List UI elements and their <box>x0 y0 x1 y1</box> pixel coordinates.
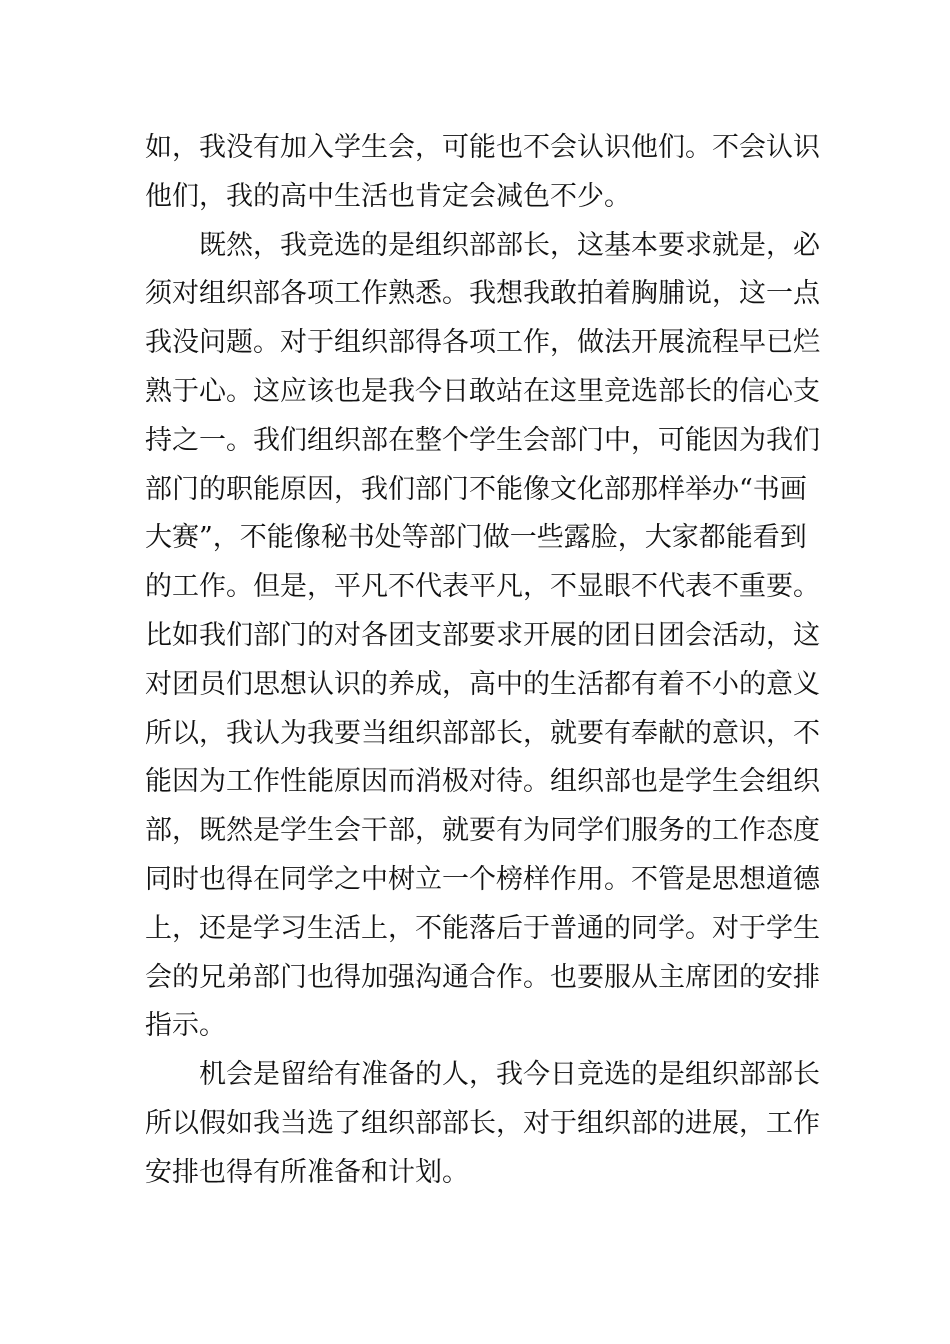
paragraph-start-line: 机会是留给有准备的人，我今日竞选的是组织部部长 <box>199 1059 820 1091</box>
text-line: 对团员们思想认识的养成，高中的生活都有着不小的意义 <box>145 668 820 700</box>
text-line: 如，我没有加入学生会，可能也不会认识他们。不会认识 <box>145 132 820 163</box>
text-line: 指示。 <box>145 1010 226 1042</box>
text-line: 所以假如我当选了组织部部长，对于组织部的进展，工作 <box>145 1107 820 1139</box>
text-line: 部门的职能原因，我们部门不能像文化部那样举办“书画 <box>145 473 807 505</box>
body-text <box>145 124 820 1198</box>
text-line: 他们，我的高中生活也肯定会减色不少。 <box>145 180 631 212</box>
text-line: 能因为工作性能原因而消极对待。组织部也是学生会组织 <box>145 766 820 798</box>
text-line: 的工作。但是，平凡不代表平凡，不显眼不代表不重要。 <box>145 571 820 603</box>
text-line: 安排也得有所准备和计划。 <box>145 1156 469 1188</box>
paragraph-start-line: 既然，我竞选的是组织部部长，这基本要求就是，必 <box>199 229 820 261</box>
text-line: 部，既然是学生会干部，就要有为同学们服务的工作态度 <box>145 815 820 847</box>
text-line: 持之一。我们组织部在整个学生会部门中，可能因为我们 <box>145 424 820 456</box>
text-line: 大赛”，不能像秘书处等部门做一些露脸，大家都能看到 <box>145 522 807 554</box>
text-line: 同时也得在同学之中树立一个榜样作用。不管是思想道德 <box>145 863 820 895</box>
text-line: 所以，我认为我要当组织部部长，就要有奉献的意识，不 <box>145 717 820 749</box>
text-line: 会的兄弟部门也得加强沟通合作。也要服从主席团的安排 <box>145 961 820 993</box>
text-line: 我没问题。对于组织部得各项工作，做法开展流程早已烂 <box>145 327 820 359</box>
text-line: 须对组织部各项工作熟悉。我想我敢拍着胸脯说，这一点 <box>145 278 820 310</box>
text-line: 上，还是学习生活上，不能落后于普通的同学。对于学生 <box>145 912 820 944</box>
text-line: 熟于心。这应该也是我今日敢站在这里竞选部长的信心支 <box>145 375 820 407</box>
text-line: 比如我们部门的对各团支部要求开展的团日团会活动，这 <box>145 619 820 651</box>
